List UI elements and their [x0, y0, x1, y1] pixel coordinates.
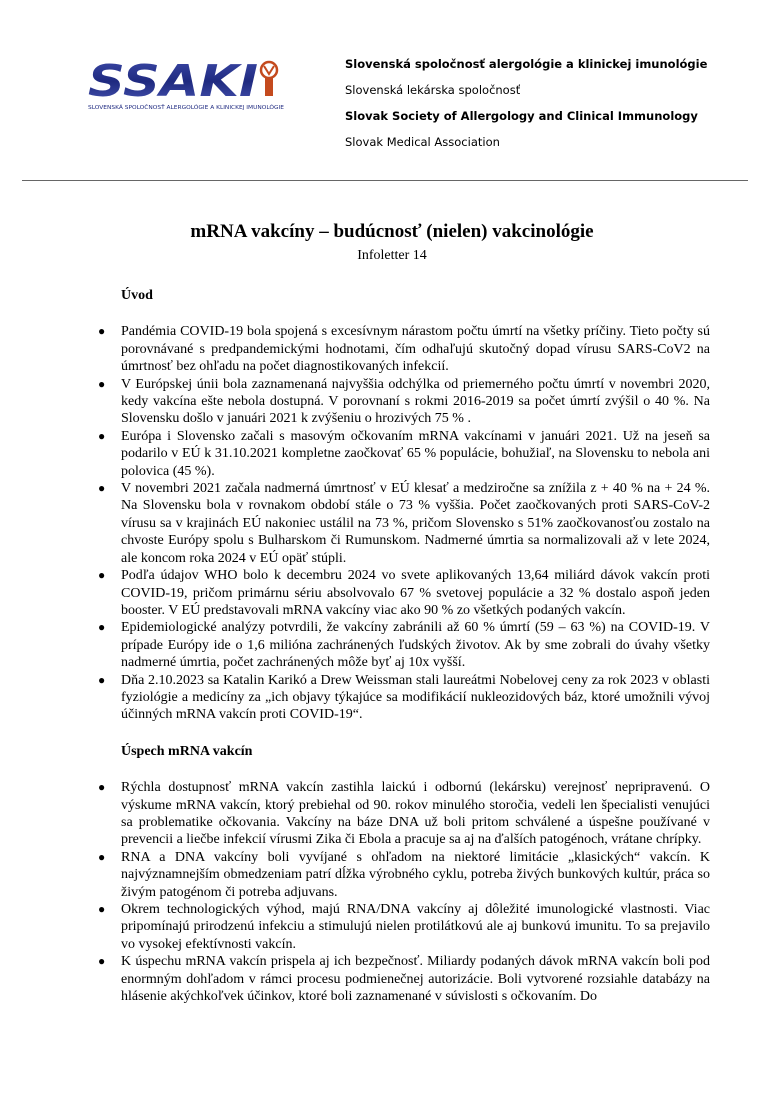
list-item [98, 323, 710, 375]
bullet-icon: ● [98, 481, 106, 496]
list-item [98, 953, 710, 1005]
section-heading-intro: Úvod [121, 288, 153, 303]
intro-list [0, 323, 784, 723]
section-heading-success: Úspech mRNA vakcín [121, 743, 253, 759]
bullet-icon: ● [98, 849, 106, 864]
list-item [98, 428, 710, 480]
list-item [98, 849, 710, 901]
list-item-text: Dňa 2.10.2023 sa Katalin Karikó a Drew Weissman stali laureátmi Nobelovej ceny za rok 2023 v oblasti fyziológie a medicíny za „ich objavy týkajúce sa modifikácií nukleozidových báz, ktoré umožnili vývoj účinných mRNA vakcín proti COVID-19“. [121, 672, 710, 723]
document-title: mRNA vakcíny – budúcnosť (nielen) vakcinológie [190, 221, 594, 242]
document-body [0, 283, 784, 1005]
ssaki-logo [86, 56, 296, 116]
list-item [98, 901, 710, 953]
list-item [98, 376, 710, 428]
org-name-sk: Slovenská spoločnosť alergológie a klinickej imunológie [345, 57, 708, 71]
bullet-icon: ● [98, 620, 106, 635]
list-item [98, 567, 710, 619]
list-item-text: Európa i Slovensko začali s masovým očkovaním mRNA vakcínami v januári 2021. Už na jeseň sa podarilo v EÚ k 31.10.2021 kompletne zaočkovať 65 % populácie, bohužiaľ, na Slovensku to nebola ani polovica (45 %). [121, 428, 710, 479]
bullet-icon: ● [98, 376, 106, 391]
list-item [98, 619, 710, 671]
bullet-icon: ● [98, 954, 106, 969]
org-parent-sk: Slovenská lekárska spoločnosť [345, 83, 521, 97]
list-item-text: Podľa údajov WHO bolo k decembru 2024 vo svete aplikovaných 13,64 miliárd dávok vakcín proti COVID-19, pričom primárnu sériu absolvovalo 67 % svetovej populácie a 32 % dostalo aspoň jeden booster. V EÚ predstavovali mRNA vakcíny viac ako 90 % zo všetkých podaných vakcín. [121, 568, 710, 618]
bullet-icon: ● [98, 902, 106, 916]
list-item [98, 672, 710, 724]
organization-block [345, 56, 707, 160]
bullet-icon: ● [98, 324, 106, 339]
list-item-text: K úspechu mRNA vakcín prispela aj ich bezpečnosť. Miliardy podaných dávok mRNA vakcín boli pod enormným dohľadom v rámci procesu podmienečnej autorizácie. Boli vytvorené rozsiahle databázy na hlásenie akýchkoľvek účinkov, ktoré boli zaznamenané v súvislosti s očkovaním. Do [121, 954, 710, 1005]
header-divider [22, 180, 748, 181]
list-item-text: Pandémia COVID-19 bola spojená s excesívnym nárastom počtu úmrtí na všetky príčiny. Tieto počty sú porovnávané s predpandemickými hodnotami, čím odhaľujú skutočný dopad vírusu SARS-CoV2 na úmrtnosť bez ohľadu na počet diagnostikovaných infekcií. [121, 324, 710, 375]
document-header [0, 0, 784, 182]
bullet-icon: ● [98, 780, 106, 795]
list-item-text: Okrem technologických výhod, majú RNA/DNA vakcíny aj dôležité imunologické vlastnosti. Viac pripomínajú prirodzenú infekciu a stimulujú nielen protilátkovú ale aj bunkovú imunitu. To sa prejavilo vo vysokej efektívnosti vakcín. [121, 902, 710, 952]
list-item-text: V novembri 2021 začala nadmerná úmrtnosť v EÚ klesať a medziročne sa znížila z + 40 % na + 24 %. Na Slovensku bola v rovnakom období stále o 73 % vyššia. Počet zaočkovaných proti SARS-CoV-2 vírusu sa v krajinách EÚ nakoniec ustálil na 73 %, pričom Slovensko s 51% zaočkovanosťou zostalo na chvoste Európy spolu s Bulharskom či Rumunskom. Nadmerné úmrtia sa normalizovali až v lete 2024, ale koncom roka 2024 v EÚ opäť stúpli. [121, 481, 710, 566]
logo-text: SSAKI [88, 56, 258, 107]
bullet-icon: ● [98, 568, 106, 583]
bullet-icon: ● [98, 672, 106, 687]
list-item-text: RNA a DNA vakcíny boli vyvíjané s ohľadom na niektoré limitácie „klasických“ vakcín. K najvýznamnejším obmedzeniam patrí dĺžka výrobného cyklu, potreba živých bunkových kultúr, práca so živým patogénom či potreba adjuvans. [121, 849, 710, 900]
org-name-en: Slovak Society of Allergology and Clinical Immunology [345, 109, 698, 123]
list-item-text: Epidemiologické analýzy potvrdili, že vakcíny zabránili až 60 % úmrtí (59 – 63 %) na COVID-19. V prípade Európy ide o 1,6 milióna zachránených ľudských životov. Ak by sme zobrali do úvahy všetky nadmerné úmrtia, počet zachránených môže byť aj 10x vyšší. [121, 620, 710, 671]
list-item [98, 480, 710, 567]
org-parent-en: Slovak Medical Association [345, 135, 500, 149]
logo-subtext: SLOVENSKÁ SPOLOČNOSŤ ALERGOLÓGIE A KLINICKEJ IMUNOLÓGIE [88, 105, 266, 111]
success-list [0, 779, 784, 1005]
bullet-icon: ● [98, 428, 106, 443]
list-item [98, 779, 710, 849]
list-item-text: Rýchla dostupnosť mRNA vakcín zastihla laickú i odbornú (lekársku) verejnosť nepripravenú. O výskume mRNA vakcín, ktorý prebiehal od 90. rokov minulého storočia, vedeli len špecialisti venujúci sa problematike očkovania. Vakcíny na báze DNA už boli pritom schválené a úspešne používané v prevencii a liečbe infekcií vírusmi Zika či Ebola a pracuje sa aj na ďalších patogénoch, vrátane chrípky. [121, 780, 710, 848]
list-item-text: V Európskej únii bola zaznamenaná najvyššia odchýlka od priemerného počtu úmrtí v novembri 2020, kedy vakcína ešte nebola dostupná. V porovnaní s rokmi 2016-2019 sa počet úmrtí zvýšil o 40 %. Na Slovensku došlo v januári 2021 k zvýšeniu o hrozivých 75 % . [121, 376, 710, 427]
document-subtitle: Infoletter 14 [357, 248, 427, 263]
